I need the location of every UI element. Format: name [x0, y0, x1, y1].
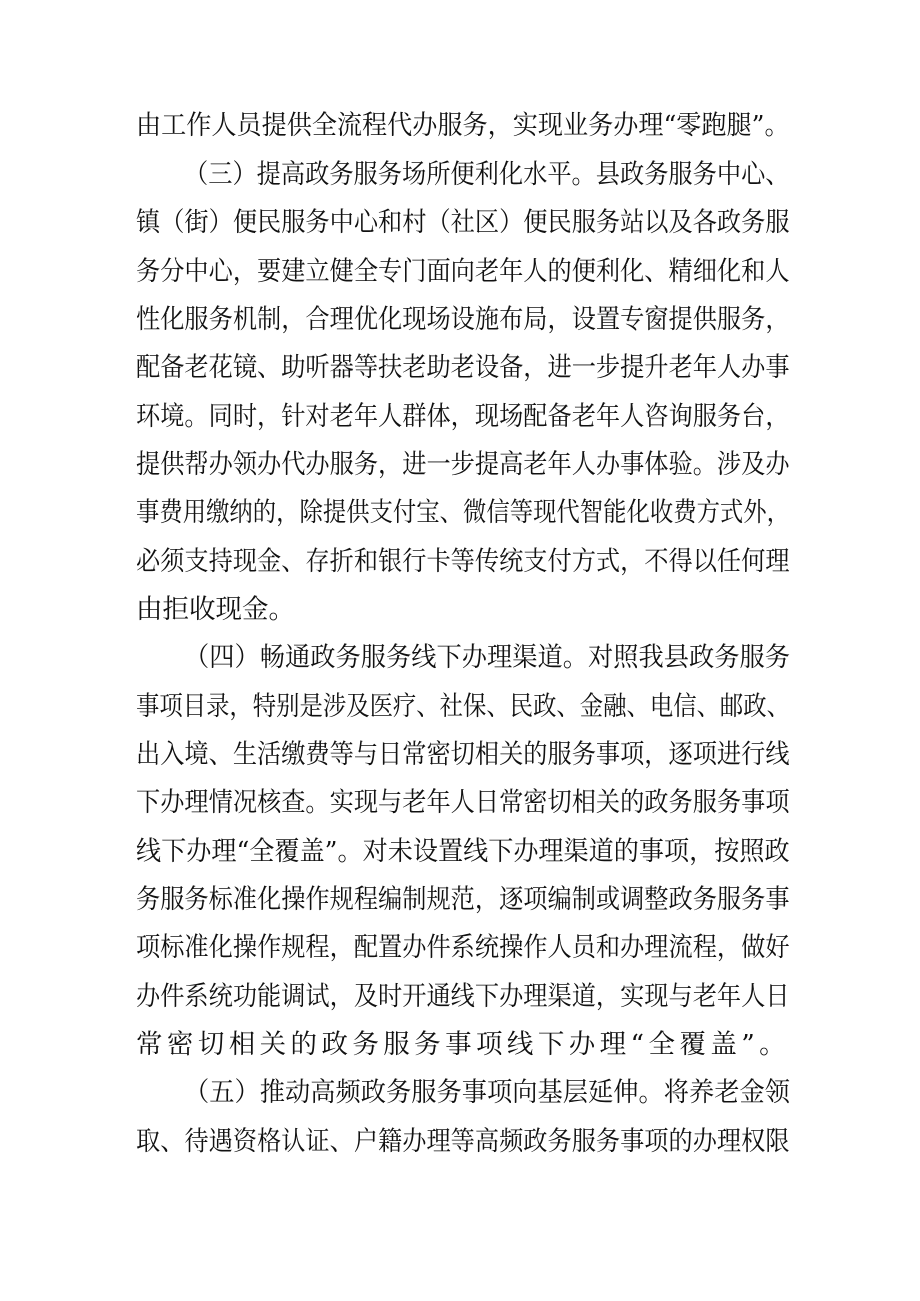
text-line: 由拒收现金。	[136, 594, 295, 625]
text-line: 事项目录，特别是涉及医疗、社保、民政、金融、电信、邮政、	[136, 691, 790, 722]
text-line: 务分中心，要建立健全专门面向老年人的便利化、精细化和人	[136, 256, 790, 287]
text-line: 提供帮办领办代办服务，进一步提高老年人办事体验。涉及办	[136, 449, 790, 480]
text-line: 项标准化操作规程，配置办件系统操作人员和办理流程，做好	[136, 932, 790, 963]
text-line: 事费用缴纳的，除提供支付宝、微信等现代智能化收费方式外，	[136, 497, 790, 528]
text-line: 取、待遇资格认证、户籍办理等高频政务服务事项的办理权限	[136, 1126, 790, 1157]
text-line: 必须支持现金、存折和银行卡等传统支付方式，不得以任何理	[136, 546, 790, 577]
text-line: 务服务标准化操作规程编制规范，逐项编制或调整政务服务事	[136, 884, 790, 915]
text-line: 常密切相关的政务服务事项线下办理“全覆盖”。	[136, 1029, 791, 1060]
text-line: 镇（街）便民服务中心和村（社区）便民服务站以及各政务服	[136, 207, 790, 238]
paragraph-heading-line: （四）畅通政务服务线下办理渠道。对照我县政务服务	[184, 642, 790, 673]
text-line: 下办理情况核查。实现与老年人日常密切相关的政务服务事项	[136, 787, 790, 818]
text-line: 性化服务机制，合理优化现场设施布局，设置专窗提供服务，	[136, 304, 790, 335]
text-line: 线下办理“全覆盖”。对未设置线下办理渠道的事项，按照政	[136, 836, 790, 867]
text-line: 由工作人员提供全流程代办服务，实现业务办理“零跑腿”。	[136, 110, 790, 141]
text-line: 配备老花镜、助听器等扶老助老设备，进一步提升老年人办事	[136, 352, 790, 383]
text-line: 办件系统功能调试，及时开通线下办理渠道，实现与老年人日	[136, 981, 790, 1012]
text-line: 环境。同时，针对老年人群体，现场配备老年人咨询服务台，	[136, 401, 790, 432]
paragraph-heading-line: （三）提高政务服务场所便利化水平。县政务服务中心、	[184, 159, 790, 190]
paragraph-heading-line: （五）推动高频政务服务事项向基层延伸。将养老金领	[184, 1077, 790, 1108]
text-line: 出入境、生活缴费等与日常密切相关的服务事项，逐项进行线	[136, 739, 790, 770]
